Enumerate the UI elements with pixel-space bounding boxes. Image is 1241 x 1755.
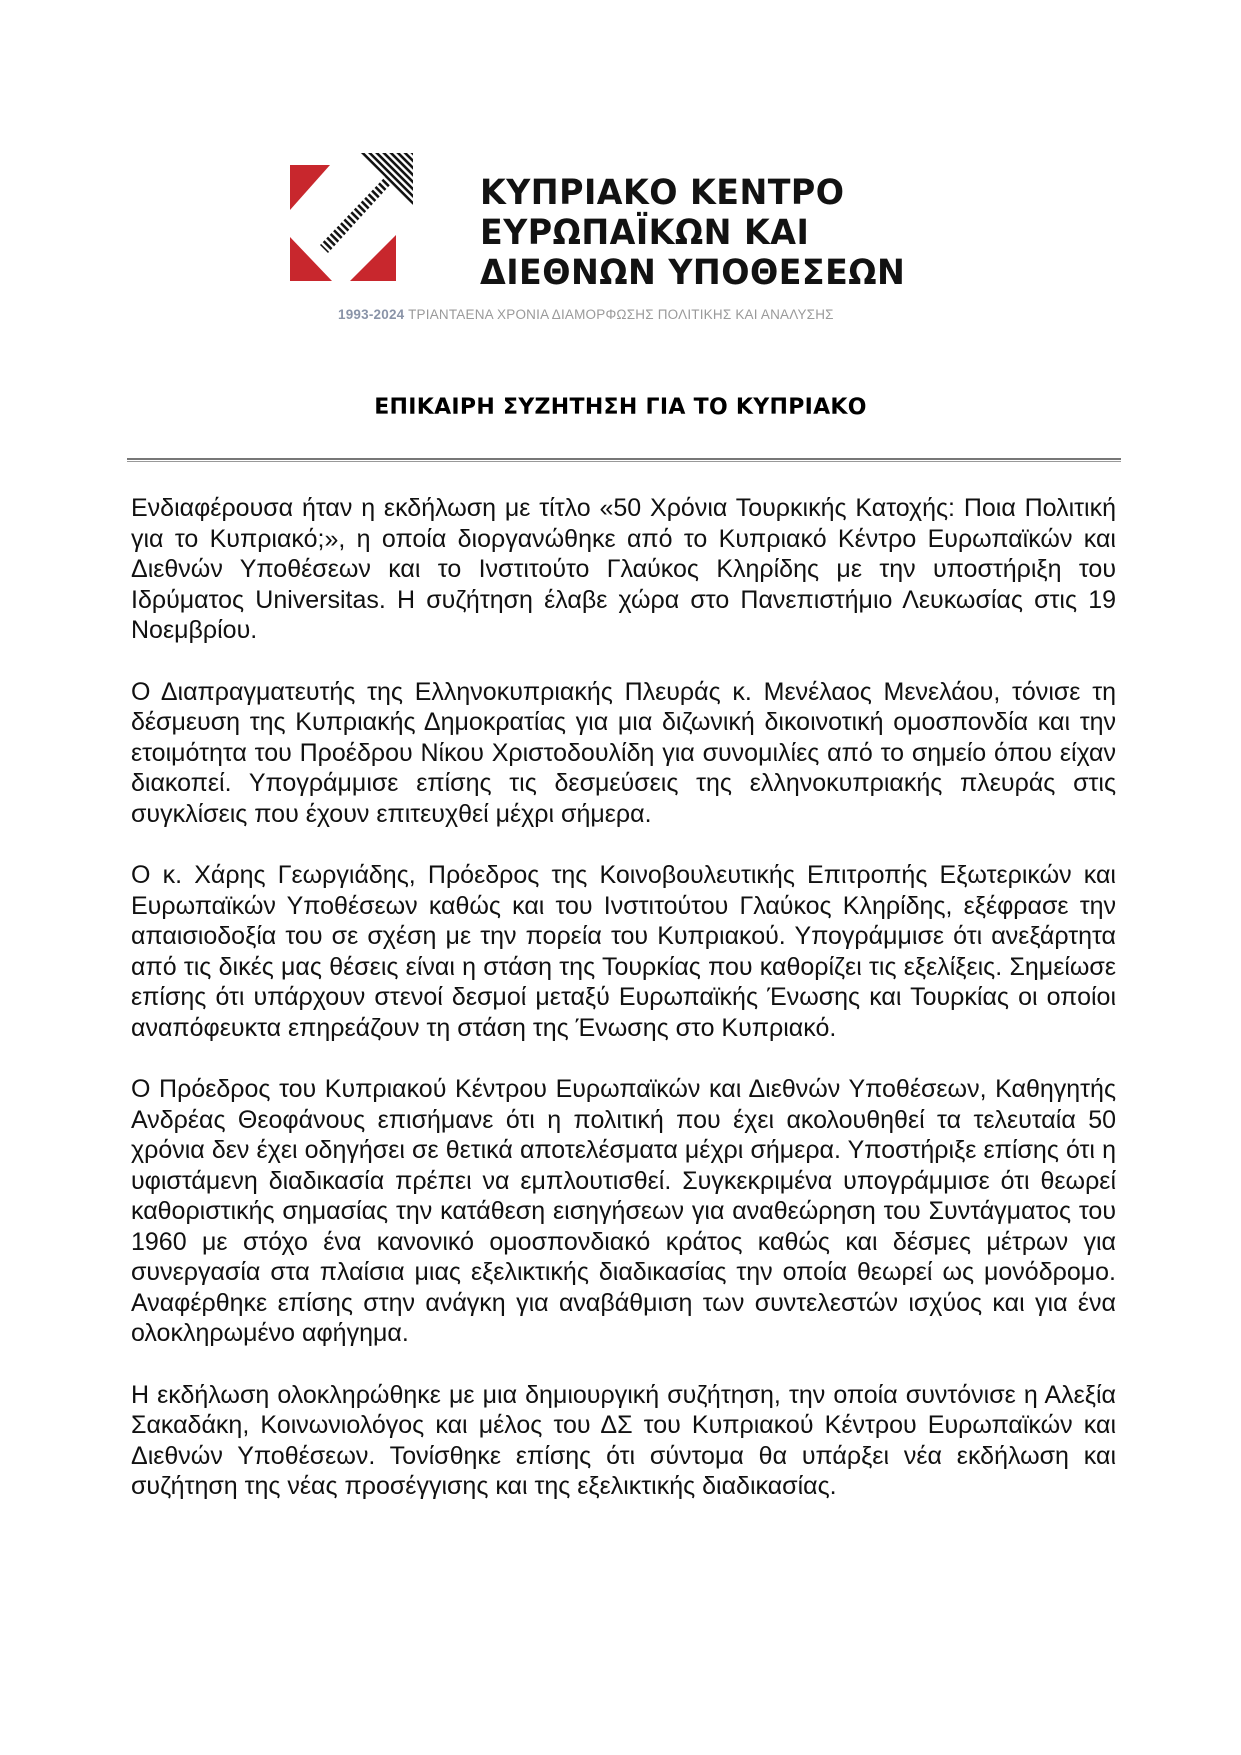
paragraph: Ο κ. Χάρης Γεωργιάδης, Πρόεδρος της Κοινοβουλευτικής Επιτροπής Εξωτερικών και Ευρωπαϊκών Υποθέσεων καθώς και του Ινστιτούτου Γλαύκος Κληρίδης, εξέφρασε την απαισιοδοξία του σε σχέση με την πορεία του Κυπριακού. Υπογράμμισε ότι ανεξάρτητα από τις δικές μας θέσεις είναι η στάση της Τουρκίας που καθορίζει τις εξελίξεις. Σημείωσε επίσης ότι υπάρχουν στενοί δεσμοί μεταξύ Ευρωπαϊκής Ένωσης και Τουρκίας οι οποίοι αναπόφευκτα επηρεάζουν τη στάση της Ένωσης στο Κυπριακό. xyxy=(131,861,1116,1042)
logo-red-triangle-bottom-right xyxy=(350,235,396,281)
logo-title xyxy=(480,173,928,293)
document-title: ΕΠΙΚΑΙΡΗ ΣΥΖΗΤΗΣΗ ΓΙΑ ΤΟ ΚΥΠΡΙΑΚΟ xyxy=(374,395,867,420)
logo-title-line: ΕΥΡΩΠΑΪΚΩΝ ΚΑΙ xyxy=(480,213,810,253)
paragraph: Ο Πρόεδρος του Κυπριακού Κέντρου Ευρωπαϊκών και Διεθνών Υποθέσεων, Καθηγητής Ανδρέας Θεοφάνους επισήμανε ότι η πολιτική που έχει ακολουθηθεί τα τελευταία 50 χρόνια δεν έχει οδηγήσει σε θετικά αποτελέσματα μέχρι σήμερα. Υποστήριξε επίσης ότι η υφιστάμενη διαδικασία πρέπει να εμπλουτισθεί. Συγκεκριμένα υπογράμμισε ότι θεωρεί καθοριστικής σημασίας την κατάθεση εισηγήσεων για αναθεώρηση του Συντάγματος του 1960 με στόχο ένα κανονικό ομοσπονδιακό κράτος καθώς και δέσμες μέτρων για συνεργασία στα πλαίσια μιας εξελικτικής διαδικασίας την οποία θεωρεί ως μονόδρομο. Αναφέρθηκε επίσης στην ανάγκη για αναβάθμιση των συντελεστών ισχύος και για ένα ολοκληρωμένο αφήγημα. xyxy=(131,1075,1116,1347)
logo-tagline-years: 1993-2024 xyxy=(338,307,405,322)
logo-tagline-text: ΤΡΙΑΝΤΑΕΝΑ ΧΡΟΝΙΑ ΔΙΑΜΟΡΦΩΣΗΣ ΠΟΛΙΤΙΚΗΣ ΚΑΙ ΑΝΑΛΥΣΗΣ xyxy=(408,307,834,322)
logo-title-line: ΚΥΠΡΙΑΚΟ ΚΕΝΤΡΟ xyxy=(480,173,845,213)
paragraph: Ενδιαφέρουσα ήταν η εκδήλωση με τίτλο «50 Χρόνια Τουρκικής Κατοχής: Ποια Πολιτική για το Κυπριακό;», η οποία διοργανώθηκε από το Κυπριακό Κέντρο Ευρωπαϊκών και Διεθνών Υποθέσεων και το Ινστιτούτο Γλαύκος Κληρίδης με την υποστήριξη του Ιδρύματος Universitas. Η συζήτηση έλαβε χώρα στο Πανεπιστήμιο Λευκωσίας στις 19 Νοεμβρίου. xyxy=(131,494,1116,644)
logo-striped-arrow xyxy=(320,153,413,253)
paragraph: Η εκδήλωση ολοκληρώθηκε με μια δημιουργική συζήτηση, την οποία συντόνισε η Αλεξία Σακαδάκη, Κοινωνιολόγος και μέλος του ΔΣ του Κυπριακού Κέντρου Ευρωπαϊκών και Διεθνών Υποθέσεων. Τονίσθηκε επίσης ότι σύντομα θα υπάρξει νέα εκδήλωση και συζήτηση της νέας προσέγγισης και της εξελικτικής διαδικασίας. xyxy=(131,1380,1116,1500)
logo-arrow-icon xyxy=(290,135,440,285)
title-divider xyxy=(127,458,1121,462)
document-body xyxy=(131,493,1116,1533)
logo-title-line: ΔΙΕΘΝΩΝ ΥΠΟΘΕΣΕΩΝ xyxy=(480,253,906,293)
organization-logo xyxy=(290,135,950,335)
logo-red-triangle-top xyxy=(290,165,330,210)
logo-tagline xyxy=(338,307,834,322)
paragraph: Ο Διαπραγματευτής της Ελληνοκυπριακής Πλευράς κ. Μενέλαος Μενελάου, τόνισε τη δέσμευση της Κυπριακής Δημοκρατίας για μια διζωνική δικοινοτική ομοσπονδία και την ετοιμότητα του Προέδρου Νίκου Χριστοδουλίδη για συνομιλίες από το σημείο όπου είχαν διακοπεί. Υπογράμμισε επίσης τις δεσμεύσεις της ελληνοκυπριακής πλευράς στις συγκλίσεις που έχουν επιτευχθεί μέχρι σήμερα. xyxy=(131,677,1116,828)
